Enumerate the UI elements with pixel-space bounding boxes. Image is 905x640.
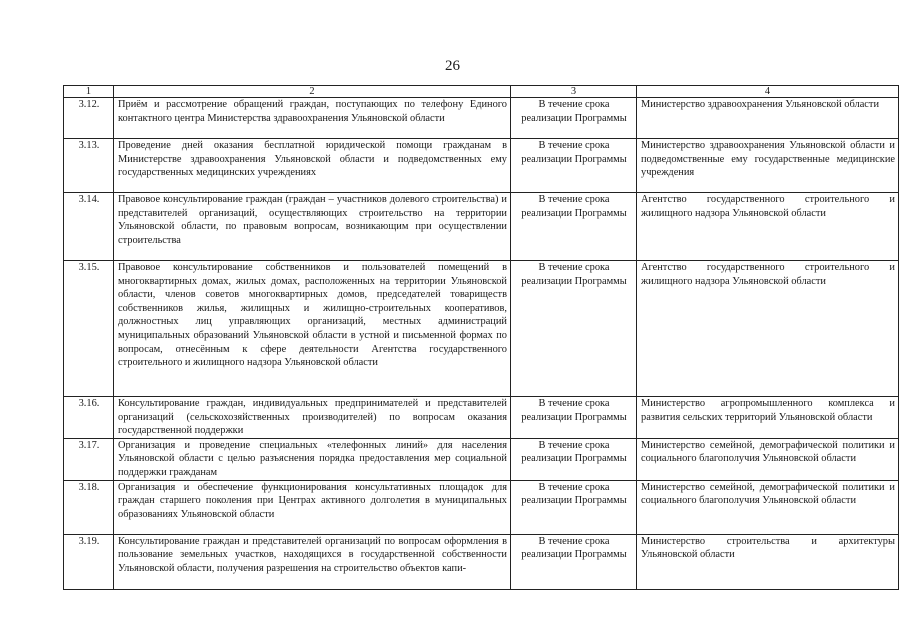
responsible-executor: Министерство здравоохранения Ульяновской области [637, 98, 899, 139]
table-row [64, 98, 899, 139]
responsible-executor: Министерство агропромышленного комплекса и развития сельских территорий Ульяновской области [637, 397, 899, 439]
measure-description: Консультирование граждан и представителей организаций по вопросам оформления в пользование земельных участков, находящихся в государственной собственности Ульяновской области, получения разрешения на строительство объектов капи- [114, 534, 511, 589]
measures-table [63, 85, 899, 590]
table-row [64, 534, 899, 589]
column-header-3: 3 [511, 86, 637, 98]
measure-description: Консультирование граждан, индивидуальных предпринимателей и представителей организаций (сельскохозяйственных производителей) по вопросам оказания государственной поддержки [114, 397, 511, 439]
table-row [64, 480, 899, 534]
implementation-period: В течение срока реализации Программы [511, 261, 637, 397]
measure-description: Правовое консультирование собственников и пользователей помещений в многоквартирных домах, жилых домах, расположенных на территории Ульяновской области, членов советов многоквартирных домов, председателей товариществ собственников жилья, жилищных и жилищно-строительных кооперативов, должностных лиц управляющих организаций, местных администраций муниципальных образований Ульяновской области в устной и письменной формах по вопросам, отнесённым к сфере деятельности Агентства государственного строительного и жилищного надзора Ульяновской области [114, 261, 511, 397]
row-number: 3.12. [64, 98, 114, 139]
table-row [64, 139, 899, 193]
responsible-executor: Министерство семейной, демографической политики и социального благополучия Ульяновской области [637, 480, 899, 534]
row-number: 3.13. [64, 139, 114, 193]
measure-description: Приём и рассмотрение обращений граждан, поступающих по телефону Единого контактного центра Министерства здравоохранения Ульяновской области [114, 98, 511, 139]
responsible-executor: Министерство здравоохранения Ульяновской области и подведомственные ему государственные медицинские учреждения [637, 139, 899, 193]
implementation-period: В течение срока реализации Программы [511, 193, 637, 261]
implementation-period: В течение срока реализации Программы [511, 438, 637, 480]
responsible-executor: Министерство строительства и архитектуры Ульяновской области [637, 534, 899, 589]
table-row [64, 261, 899, 397]
responsible-executor: Агентство государственного строительного и жилищного надзора Ульяновской области [637, 261, 899, 397]
implementation-period: В течение срока реализации Программы [511, 139, 637, 193]
measure-description: Правовое консультирование граждан (граждан – участников долевого строительства) и представителей организаций, осуществляющих строительство на территории Ульяновской области, по правовым вопросам, возникающим при осуществлении строительства [114, 193, 511, 261]
implementation-period: В течение срока реализации Программы [511, 480, 637, 534]
row-number: 3.15. [64, 261, 114, 397]
row-number: 3.18. [64, 480, 114, 534]
column-header-4: 4 [637, 86, 899, 98]
column-header-1: 1 [64, 86, 114, 98]
table-row [64, 397, 899, 439]
table-row [64, 438, 899, 480]
measure-description: Проведение дней оказания бесплатной юридической помощи гражданам в Министерстве здравоохранения Ульяновской области и подведомственных ему государственных медицинских учреждениях [114, 139, 511, 193]
measure-description: Организация и обеспечение функционирования консультативных площадок для граждан старшего поколения при Центрах активного долголетия в муниципальных образованиях Ульяновской области [114, 480, 511, 534]
implementation-period: В течение срока реализации Программы [511, 397, 637, 439]
row-number: 3.14. [64, 193, 114, 261]
measure-description: Организация и проведение специальных «телефонных линий» для населения Ульяновской области с целью разъяснения порядка предоставления мер социальной поддержки гражданам [114, 438, 511, 480]
table-header-row [64, 86, 899, 98]
responsible-executor: Министерство семейной, демографической политики и социального благополучия Ульяновской области [637, 438, 899, 480]
table-row [64, 193, 899, 261]
implementation-period: В течение срока реализации Программы [511, 534, 637, 589]
column-header-2: 2 [114, 86, 511, 98]
row-number: 3.17. [64, 438, 114, 480]
page-number: 26 [445, 58, 460, 74]
row-number: 3.16. [64, 397, 114, 439]
row-number: 3.19. [64, 534, 114, 589]
responsible-executor: Агентство государственного строительного и жилищного надзора Ульяновской области [637, 193, 899, 261]
implementation-period: В течение срока реализации Программы [511, 98, 637, 139]
